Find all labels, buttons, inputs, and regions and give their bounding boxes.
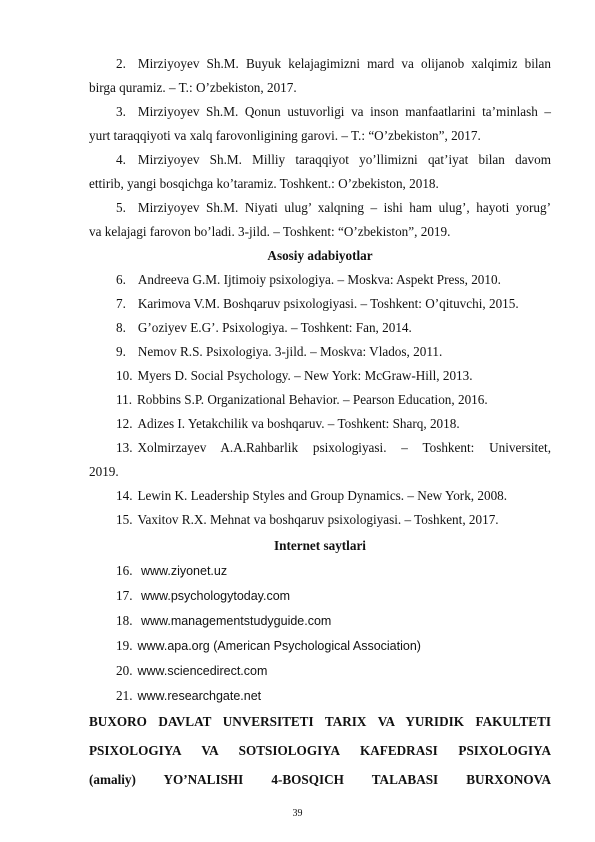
reference-item-18: 18. www.managementstudyguide.com (116, 613, 332, 628)
section-heading-main: Asosiy adabiyotlar (267, 248, 373, 263)
reference-item-12: 12. Adizes I. Yetakchilik va boshqaruv. – Toshkent: Sharq, 2018. (116, 416, 460, 431)
reference-item-8: 8. G’oziyev E.G’. Psixologiya. – Toshkent: Fan, 2014. (116, 320, 412, 335)
reference-item-9: 9. Nemov R.S. Psixologiya. 3-jild. – Moskva: Vlados, 2011. (116, 344, 443, 359)
reference-item-15: 15. Vaxitov R.X. Mehnat va boshqaruv psixologiyasi. – Toshkent, 2017. (116, 512, 499, 527)
reference-item-3-line1: 3. Mirziyoyev Sh.M. Qonun ustuvorligi va inson manfaatlarini ta’minlash – (116, 104, 551, 119)
reference-item-5-line2: va kelajagi farovon bo’ladi. 3-jild. – Toshkent: “O’zbekiston”, 2019. (89, 224, 451, 239)
reference-item-19: 19. www.apa.org (American Psychological Association) (116, 638, 421, 653)
author-info-line-2: PSIXOLOGIYA VA SOTSIOLOGIYA KAFEDRASI PSIXOLOGIYA (89, 743, 551, 758)
reference-item-10: 10. Myers D. Social Psychology. – New York: McGraw-Hill, 2013. (116, 368, 473, 383)
reference-item-20: 20. www.sciencedirect.com (116, 663, 268, 678)
reference-item-2-line2: birga quramiz. – T.: O’zbekiston, 2017. (89, 80, 297, 95)
reference-item-14: 14. Lewin K. Leadership Styles and Group Dynamics. – New York, 2008. (116, 488, 508, 503)
reference-item-21: 21. www.researchgate.net (116, 688, 262, 703)
reference-item-17: 17. www.psychologytoday.com (116, 588, 291, 603)
reference-item-4-line2: ettirib, yangi bosqichga ko’taramiz. Toshkent.: O’zbekiston, 2018. (89, 176, 439, 191)
reference-item-13-line2: 2019. (89, 464, 119, 479)
reference-item-7: 7. Karimova V.M. Boshqaruv psixologiyasi. – Toshkent: O’qituvchi, 2015. (116, 296, 519, 311)
author-info-line-3: (amaliy) YO’NALISHI 4-BOSQICH TALABASI BURXONOVA (89, 772, 551, 787)
author-info-line-1: BUXORO DAVLAT UNVERSITETI TARIX VA YURIDIK FAKULTETI (89, 714, 551, 729)
reference-item-11: 11. Robbins S.P. Organizational Behavior. – Pearson Education, 2016. (116, 392, 488, 407)
reference-item-2-line1: 2. Mirziyoyev Sh.M. Buyuk kelajagimizni mard va olijanob xalqimiz bilan (116, 56, 551, 71)
section-heading-internet: Internet saytlari (274, 538, 366, 553)
reference-item-6: 6. Andreeva G.M. Ijtimoiy psixologiya. – Moskva: Aspekt Press, 2010. (116, 272, 501, 287)
reference-item-4-line1: 4. Mirziyoyev Sh.M. Milliy taraqqiyot yo’llimizni qat’iyat bilan davom (116, 152, 551, 167)
page-number: 39 (292, 808, 303, 819)
reference-item-16: 16. www.ziyonet.uz (116, 563, 228, 578)
reference-item-3-line2: yurt taraqqiyoti va xalq farovonligining garovi. – T.: “O’zbekiston”, 2017. (89, 128, 481, 143)
reference-item-5-line1: 5. Mirziyoyev Sh.M. Niyati ulug’ xalqning – ishi ham ulug’, hayoti yorug’ (116, 200, 551, 215)
reference-item-13-line1: 13. Xolmirzayev A.A.Rahbarlik psixologiyasi. – Toshkent: Universitet, (116, 440, 551, 455)
